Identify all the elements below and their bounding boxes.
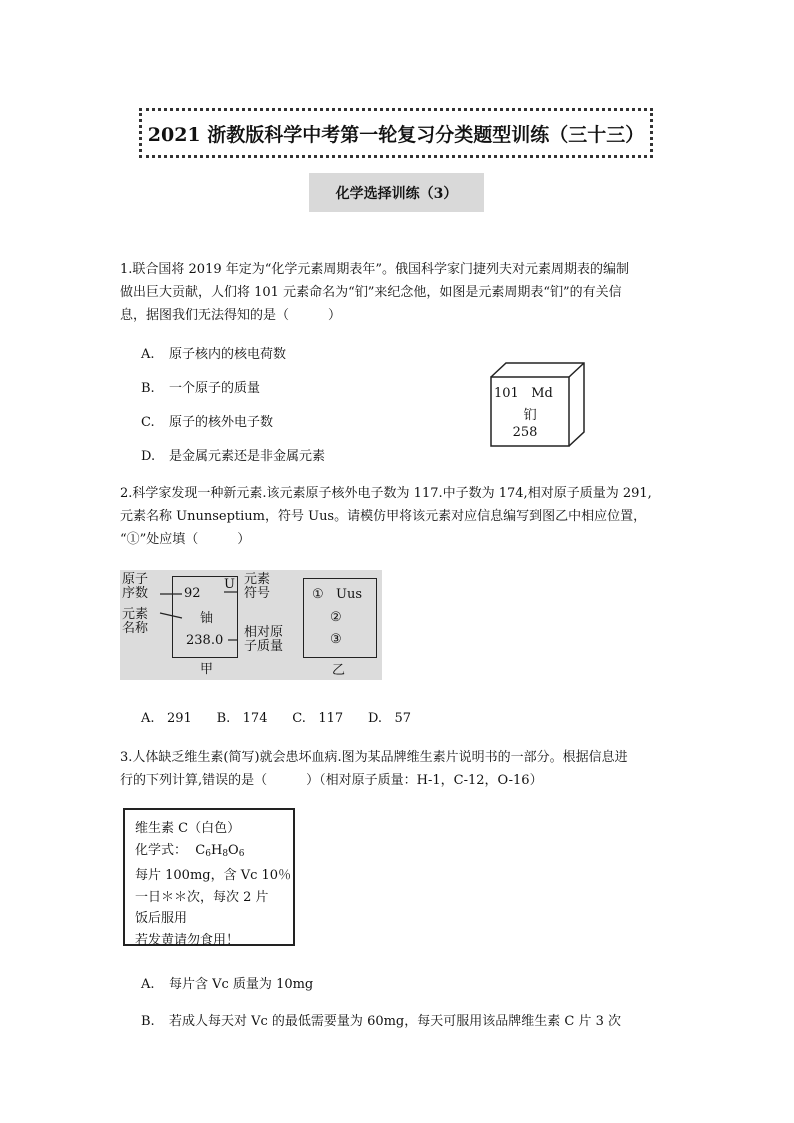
question-1-option-a[interactable]: A. 原子核内的核电荷数 xyxy=(141,347,287,362)
question-1-option-b[interactable]: B. 一个原子的质量 xyxy=(141,381,261,396)
vitamin-label-line: 一日＊＊次，每次 2 片 xyxy=(135,889,269,905)
label-element-symbol: 元素 符号 xyxy=(244,572,271,601)
vitamin-label-box xyxy=(123,808,295,946)
question-2-line: “①”处应填（ ） xyxy=(120,532,251,547)
label-atomic-number: 原子 序数 xyxy=(122,572,149,601)
vitamin-label-line: 维生素 C（白色） xyxy=(135,821,241,836)
element-name: 钔 xyxy=(523,408,537,423)
element-template-figure xyxy=(120,570,382,680)
vitamin-label-line: 若发黄请勿食用！ xyxy=(135,932,240,948)
vitamin-label-line: 每片 100mg，含 Vc 10％ xyxy=(135,868,292,883)
element-mass: 258 xyxy=(512,425,538,440)
question-1-line: 1.联合国将 2019 年定为“化学元素周期表年”。俄国科学家门捷列夫对元素周期表的编制 xyxy=(120,262,630,277)
vitamin-label-line: 饭后服用 xyxy=(135,911,188,926)
element-cube-figure xyxy=(490,362,585,448)
question-1-line: 做出巨大贡献，人们将 101 元素命名为“钔”来纪念他，如图是元素周期表“钔”的有关信 xyxy=(120,285,622,300)
question-2-options xyxy=(141,711,411,726)
yi-slot-3: ③ xyxy=(330,632,342,647)
label-element-name: 元素 名称 xyxy=(122,607,149,636)
question-3-stem xyxy=(120,746,628,792)
question-2-option-d[interactable]: D. 57 xyxy=(367,711,411,726)
question-2-option-a[interactable]: A. 291 xyxy=(141,711,192,726)
question-3-line: 3.人体缺乏维生素(简写)就会患坏血病.图为某品牌维生素片说明书的一部分。根据信息进 xyxy=(120,750,628,765)
question-2-line: 元素名称 Ununseptium，符号 Uus。请模仿甲将该元素对应信息编写到图乙中相应位置， xyxy=(120,509,647,524)
question-2-line: 2.科学家发现一种新元素.该元素原子核外电子数为 117.中子数为 174,相对原子质量为 291, xyxy=(120,486,652,501)
question-1-stem xyxy=(120,258,629,327)
label-relative-mass: 相对原 子质量 xyxy=(244,625,284,654)
yi-slot-1: ① xyxy=(312,587,324,602)
jia-atomic-number: 92 xyxy=(184,586,201,601)
vitamin-formula-line: 化学式： $C_6H_8O_6$ xyxy=(135,842,245,859)
yi-slot-2: ② xyxy=(330,610,342,625)
worksheet-title: 2021 浙教版科学中考第一轮复习分类题型训练（三十三） xyxy=(139,108,653,158)
question-3-option-b[interactable]: B. 若成人每天对 Vc 的最低需要量为 60mg，每天可服用该品牌维生素 C 片 3 次 xyxy=(141,1014,622,1029)
question-2-option-b[interactable]: B. 174 xyxy=(216,711,268,726)
yi-symbol: Uus xyxy=(336,587,362,602)
element-number-symbol: 101 Md xyxy=(494,386,553,401)
jia-mass: 238.0 xyxy=(186,633,224,648)
vitamin-formula: $C_6H_8O_6$ xyxy=(195,842,245,859)
question-1-line: 息，据图我们无法得知的是（ ） xyxy=(120,308,342,323)
question-3-line: 行的下列计算,错误的是（ ）（相对原子质量：H-1，C-12，O-16） xyxy=(120,773,543,788)
question-2-stem xyxy=(120,482,652,551)
jia-name: 铀 xyxy=(200,611,214,626)
question-1-option-d[interactable]: D. 是金属元素还是非金属元素 xyxy=(141,449,326,464)
question-1-option-c[interactable]: C. 原子的核外电子数 xyxy=(141,415,274,430)
yi-caption: 乙 xyxy=(332,663,346,678)
question-3-option-a[interactable]: A. 每片含 Vc 质量为 10mg xyxy=(141,977,314,992)
question-2-option-c[interactable]: C. 117 xyxy=(292,711,344,726)
jia-caption: 甲 xyxy=(200,662,214,677)
jia-symbol: U xyxy=(224,577,235,592)
section-subtitle: 化学选择训练（3） xyxy=(309,173,484,212)
